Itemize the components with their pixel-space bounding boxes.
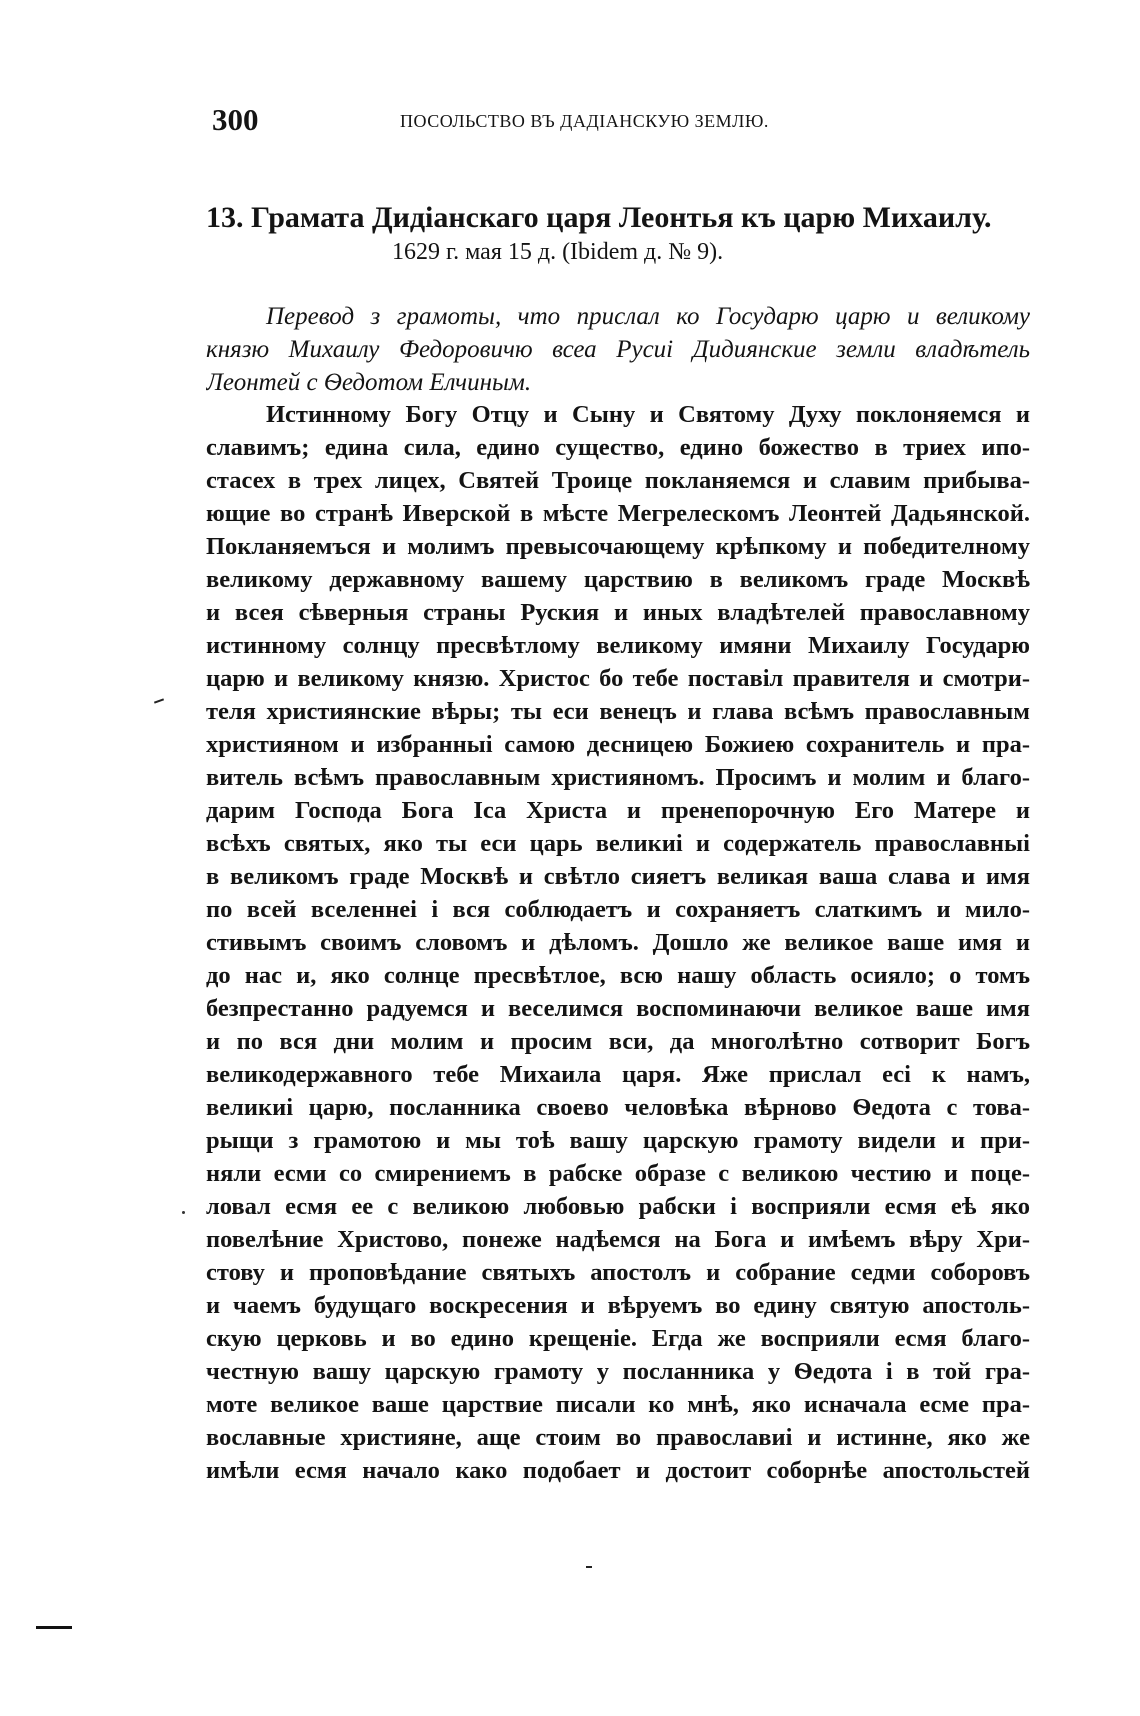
- body-line: стасех в трех лицех, Святей Троице покланяемся и славим прибыва-: [206, 467, 1030, 494]
- body-line: християном и избранныі самою десницею Божиею сохранитель и пра-: [206, 731, 1030, 758]
- body-line: ловал есмя ее с великою любовью рабски і восприяли есмя еѣ яко: [206, 1193, 1030, 1220]
- body-line: безпрестанно радуемся и веселимся воспоминаючи великое ваше имя: [206, 995, 1030, 1022]
- body-line: и всея сѣверныя страны Руския и иных владѣтелей православному: [206, 599, 1030, 626]
- body-line: в великомъ граде Москвѣ и свѣтло сияетъ великая ваша слава и имя: [206, 863, 1030, 890]
- body-line: по всей вселеннеі і вся соблюдаетъ и сохраняетъ слаткимъ и мило-: [206, 896, 1030, 923]
- body-line: скую церковь и во едино крещеніе. Егда же восприяли есмя благо-: [206, 1325, 1030, 1352]
- body-line: моте великое ваше царствие писали ко мнѣ, яко исначала есме пра-: [206, 1391, 1030, 1418]
- body-line: стивымъ своимъ словомъ и дѣломъ. Дошло же великое ваше имя и: [206, 929, 1030, 956]
- body-line: витель всѣмъ православным християномъ. Просимъ и молим и благо-: [206, 764, 1030, 791]
- intro-line: Перевод з грамоты, что прислал ко Государю царю и великому: [266, 303, 1030, 330]
- body-line: славимъ; едина сила, едино существо, едино божество в триех ипо-: [206, 434, 1030, 461]
- page-number: 300: [212, 102, 259, 137]
- body-line: вославные християне, аще стоим во православиі и истинне, яко же: [206, 1424, 1030, 1451]
- body-line: всѣхъ святых, яко ты еси царь великиі и содержатель православныі: [206, 830, 1030, 857]
- body-line: имѣли есмя начало како подобает и достоит соборнѣе апостольстей: [206, 1457, 1030, 1484]
- document-date: 1629 г. мая 15 д. (Ibidem д. № 9).: [392, 239, 724, 265]
- running-head: ПОСОЛЬСТВО ВЪ ДАДІАНСКУЮ ЗЕМЛЮ.: [400, 111, 769, 131]
- margin-mark: [154, 698, 164, 703]
- body-line: до нас и, яко солнце пресвѣтлое, всю нашу область осияло; о томъ: [206, 962, 1030, 989]
- body-line: царю и великому князю. Христос бо тебе поставіл правителя и смотри-: [206, 665, 1030, 692]
- body-line: и по вся дни молим и просим вси, да многолѣтно сотворит Богъ: [206, 1028, 1030, 1055]
- intro-line: князю Михаилу Федоровичю всеа Русиі Дидиянские земли владѣтель: [206, 336, 1030, 363]
- body-line: Покланяемъся и молимъ превысочающему крѣпкому и победителному: [206, 533, 1030, 560]
- body-line: теля християнские вѣры; ты еси венецъ и глава всѣмъ православным: [206, 698, 1030, 725]
- body-line: стову и проповѣдание святыхъ апостолъ и собрание седми соборовъ: [206, 1259, 1030, 1286]
- document-title: 13. Грамата Дидіанскаго царя Леонтья къ царю Михаилу.: [206, 201, 992, 234]
- letter-body: [206, 398, 1030, 1487]
- body-line: ющие во странѣ Иверской в мѣсте Мегрелескомъ Леонтей Дадьянской.: [206, 500, 1030, 527]
- margin-dot: [182, 1211, 185, 1214]
- body-line: и чаемъ будущаго воскресения и вѣруемъ во едину святую апостоль-: [206, 1292, 1030, 1319]
- intro-line: Леонтей с Ѳедотом Елчиным.: [206, 369, 532, 396]
- body-line: истинному солнцу пресвѣтлому великому имяни Михаилу Государю: [206, 632, 1030, 659]
- scan-edge-mark: [36, 1626, 72, 1629]
- body-line: великодержавного тебе Михаила царя. Яже прислал есі к намъ,: [206, 1061, 1030, 1088]
- body-line: дарим Господа Бога Іса Христа и пренепорочную Его Матере и: [206, 797, 1030, 824]
- body-line: честную вашу царскую грамоту у посланника у Ѳедота і в той гра-: [206, 1358, 1030, 1385]
- body-line: Истинному Богу Отцу и Сыну и Святому Духу поклоняемся и: [266, 401, 1030, 428]
- body-line: няли есми со смирениемъ в рабске образе с великою честию и поце-: [206, 1160, 1030, 1187]
- body-line: великиі царю, посланника своево человѣка вѣрново Ѳедота с това-: [206, 1094, 1030, 1121]
- body-line: повелѣние Христово, понеже надѣемся на Бога и имѣемъ вѣру Хри-: [206, 1226, 1030, 1253]
- body-line: великому державному вашему царствию в великомъ граде Москвѣ: [206, 566, 1030, 593]
- scan-speck: [586, 1566, 592, 1568]
- translation-intro: [206, 300, 1030, 399]
- body-line: рыщи з грамотою и мы тоѣ вашу царскую грамоту видели и при-: [206, 1127, 1030, 1154]
